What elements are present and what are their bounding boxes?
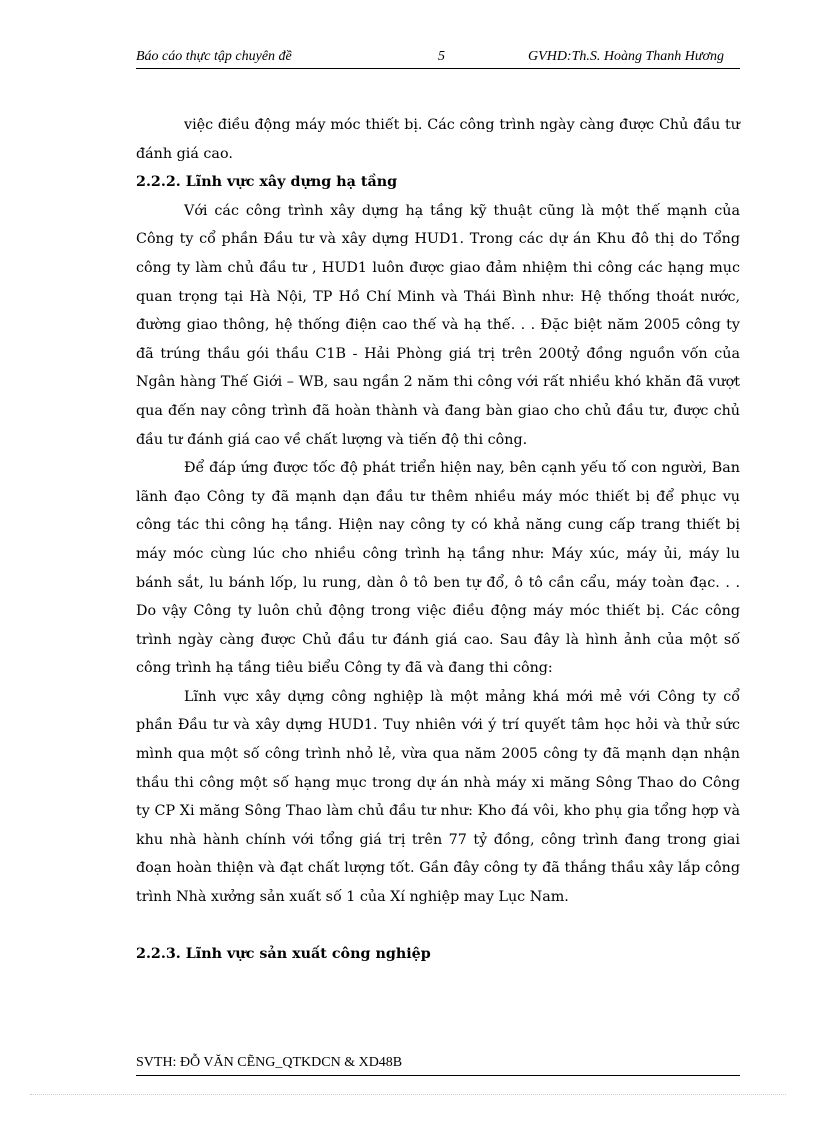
- paragraph-equipment: Để đáp ứng được tốc độ phát triển hiện nay, bên cạnh yếu tố con người, Ban lãnh đạo Công ty đã mạnh dạn đầu tư thêm nhiều máy móc thiết bị để phục vụ công tác thi công hạ tầng. Hiện nay công ty có khả năng cung cấp trang thiết bị máy móc cùng lúc cho nhiều công trình hạ tầng như: Máy xúc, máy ủi, máy lu bánh sắt, lu bánh lốp, lu rung, dàn ô tô ben tự đổ, ô tô cần cẩu, máy toàn đạc. . . Do vậy Công ty luôn chủ động trong việc điều động máy móc thiết bị. Các công trình ngày càng được Chủ đầu tư đánh giá cao. Sau đây là hình ảnh của một số công trình hạ tầng tiêu biểu Công ty đã và đang thi công:: [136, 460, 740, 677]
- page-header: [136, 48, 740, 69]
- footer-student-info: SVTH: ĐỖ VĂN CẼNG_QTKDCN & XD48B: [136, 1055, 403, 1070]
- paragraph-continued: việc điều động máy móc thiết bị. Các công trình ngày càng được Chủ đầu tư đánh giá cao.: [136, 117, 740, 162]
- header-supervisor: GVHD:Th.S. Hoàng Thanh Hương: [528, 49, 724, 64]
- header-page-number: 5: [438, 49, 445, 64]
- page-footer: [136, 1055, 740, 1076]
- header-report-title: Báo cáo thực tập chuyên đề: [136, 49, 292, 64]
- document-body: [136, 111, 740, 968]
- paragraph-industrial: Lĩnh vực xây dựng công nghiệp là một mảng khá mới mẻ với Công ty cổ phần Đầu tư và xây dựng HUD1. Tuy nhiên với ý trí quyết tâm học hỏi và thử sức mình qua một số công trình nhỏ lẻ, vừa qua năm 2005 công ty đã mạnh dạn nhận thầu thi công một số hạng mục trong dự án nhà máy xi măng Sông Thao do Công ty CP Xi măng Sông Thao làm chủ đầu tư như: Kho đá vôi, kho phụ gia tổng hợp và khu nhà hành chính với tổng giá trị trên 77 tỷ đồng, công trình đang trong giai đoạn hoàn thiện và đạt chất lượng tốt. Gần đây công ty đã thắng thầu xây lắp công trình Nhà xưởng sản xuất số 1 của Xí nghiệp may Lục Nam.: [136, 688, 740, 906]
- section-heading-2-2-2: 2.2.2. Lĩnh vực xây dựng hạ tầng: [136, 174, 398, 191]
- section-heading-2-2-3: 2.2.3. Lĩnh vực sản xuất công nghiệp: [136, 945, 431, 962]
- page-break-divider: [30, 1094, 786, 1095]
- paragraph-infrastructure: Với các công trình xây dựng hạ tầng kỹ thuật cũng là một thế mạnh của Công ty cổ phần Đầu tư và xây dựng HUD1. Trong các dự án Khu đô thị do Tổng công ty làm chủ đầu tư , HUD1 luôn được giao đảm nhiệm thi công các hạng mục quan trọng tại Hà Nội, TP Hồ Chí Minh và Thái Bình như: Hệ thống thoát nước, đường giao thông, hệ thống điện cao thế và hạ thế. . . Đặc biệt năm 2005 công ty đã trúng thầu gói thầu C1B - Hải Phòng giá trị trên 200tỷ đồng nguồn vốn của Ngân hàng Thế Giới – WB, sau ngần 2 năm thi công với rất nhiều khó khăn đã vượt qua đến nay công trình đã hoàn thành và đang bàn giao cho chủ đầu tư, được chủ đầu tư đánh giá cao về chất lượng và tiến độ thi công.: [136, 202, 740, 448]
